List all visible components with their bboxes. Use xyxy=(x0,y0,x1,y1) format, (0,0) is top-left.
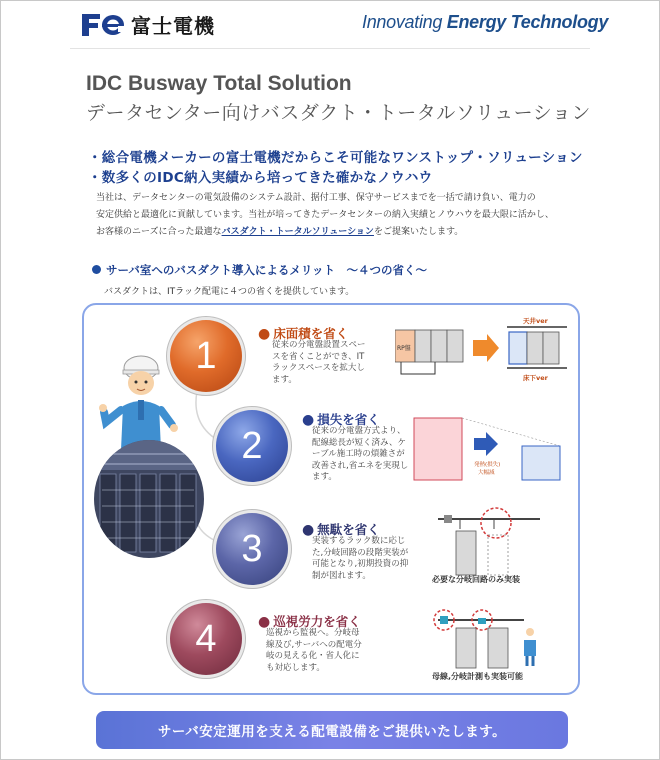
floor-space-diagram xyxy=(395,316,570,390)
merit-heading-text: サーバ室へのバスダクト導入によるメリット ～４つの省く～ xyxy=(106,263,427,277)
ceiling-ver-label: 天井ver xyxy=(523,317,548,325)
benefit-3-number-badge: 3 xyxy=(216,513,288,585)
tagline-innovating: Innovating xyxy=(362,12,443,32)
tagline xyxy=(362,12,608,33)
server-room-image xyxy=(94,440,204,558)
intro-paragraph xyxy=(96,190,576,241)
loss-label-2: 大幅減 xyxy=(478,470,495,476)
merit-subtext: バスダクトは、ITラック配電に４つの省くを提供しています。 xyxy=(104,287,355,297)
benefit-4-description: 巡視から監視へ。分岐母線及び,サーバへの配電分岐の見える化・省人化にも対応します。 xyxy=(266,628,362,673)
branch-circuit-caption: 必要な分岐回路のみ実装 xyxy=(432,575,520,584)
intro-line-3 xyxy=(96,224,576,241)
monitoring-caption: 母線,分岐計測も実装可能 xyxy=(432,672,524,681)
benefit-1-number-badge: 1 xyxy=(170,320,242,392)
rp-panel-label: RP盤 xyxy=(397,345,411,352)
intro-line-1: 当社は、データセンターの電気設備のシステム設計、据付工事、保守サービスまでを一括で請け負い、電力の xyxy=(96,193,536,203)
bullet-one-stop: ・総合電機メーカーの富士電機だからこそ可能なワンストップ・ソリューション xyxy=(88,150,583,166)
floor-ver-label: 床下ver xyxy=(523,374,548,382)
bullet-dot-icon xyxy=(92,265,101,274)
title-english: IDC Busway Total Solution xyxy=(86,72,352,95)
fuji-electric-logo-icon xyxy=(80,12,126,38)
branch-circuit-diagram xyxy=(430,505,550,577)
title-japanese: データセンター向けバスダクト・トータルソリューション xyxy=(86,102,591,124)
benefit-2-title: ● 損失を省く xyxy=(302,412,380,428)
intro-line-2: 安定供給と最適化に貢献しています。当社が培ってきたデータセンターの納入実績とノウハウを最大限に活かし、 xyxy=(96,210,554,220)
benefit-4-title: ● 巡視労力を省く xyxy=(258,614,361,630)
benefit-1-description: 従来の分電盤設置スペースを省くことができ、ITラックスペースを拡大します。 xyxy=(272,340,366,385)
benefit-3-description: 実装するラック数に応じた,分岐回路の段階実装が可能となり,初期投資の抑制が図れます。 xyxy=(312,536,409,581)
benefit-4-number-badge: 4 xyxy=(170,603,242,675)
header-divider xyxy=(70,48,590,49)
cta-banner: サーバ安定運用を支える配電設備をご提供いたします。 xyxy=(96,711,568,749)
tagline-energy: Energy Technology xyxy=(446,12,609,32)
benefit-4-title-text: 巡視労力を省く xyxy=(273,614,361,629)
monitoring-diagram xyxy=(430,604,550,670)
benefit-1-title: ● 床面積を省く xyxy=(258,326,349,342)
loss-reduction-diagram xyxy=(410,412,570,486)
brand-name: 富士電機 xyxy=(131,14,215,38)
intro-line-3-pre: お客様のニーズに合った最適な xyxy=(96,227,222,237)
benefit-2-description: 従来の分電盤方式より、配線総長が短く済み、ケーブル施工時の煩雑さが改善され,省エネを実現します。 xyxy=(312,426,409,482)
benefit-3-title: ● 無駄を省く xyxy=(302,522,380,538)
benefit-3-title-text: 無駄を省く xyxy=(317,522,380,537)
intro-line-3-post: をご提案いたします。 xyxy=(373,227,464,237)
benefit-2-title-text: 損失を省く xyxy=(317,412,380,427)
benefit-1-title-text: 床面積を省く xyxy=(273,326,349,341)
merit-heading xyxy=(92,262,427,278)
bullet-know-how: ・数多くのIDC納入実績から培ってきた確かなノウハウ xyxy=(88,170,433,186)
loss-label: 発熱(損失) xyxy=(474,462,501,468)
benefit-2-number-badge: 2 xyxy=(216,410,288,482)
busway-solution-link[interactable]: バスダクト・トータルソリューション xyxy=(221,227,374,237)
